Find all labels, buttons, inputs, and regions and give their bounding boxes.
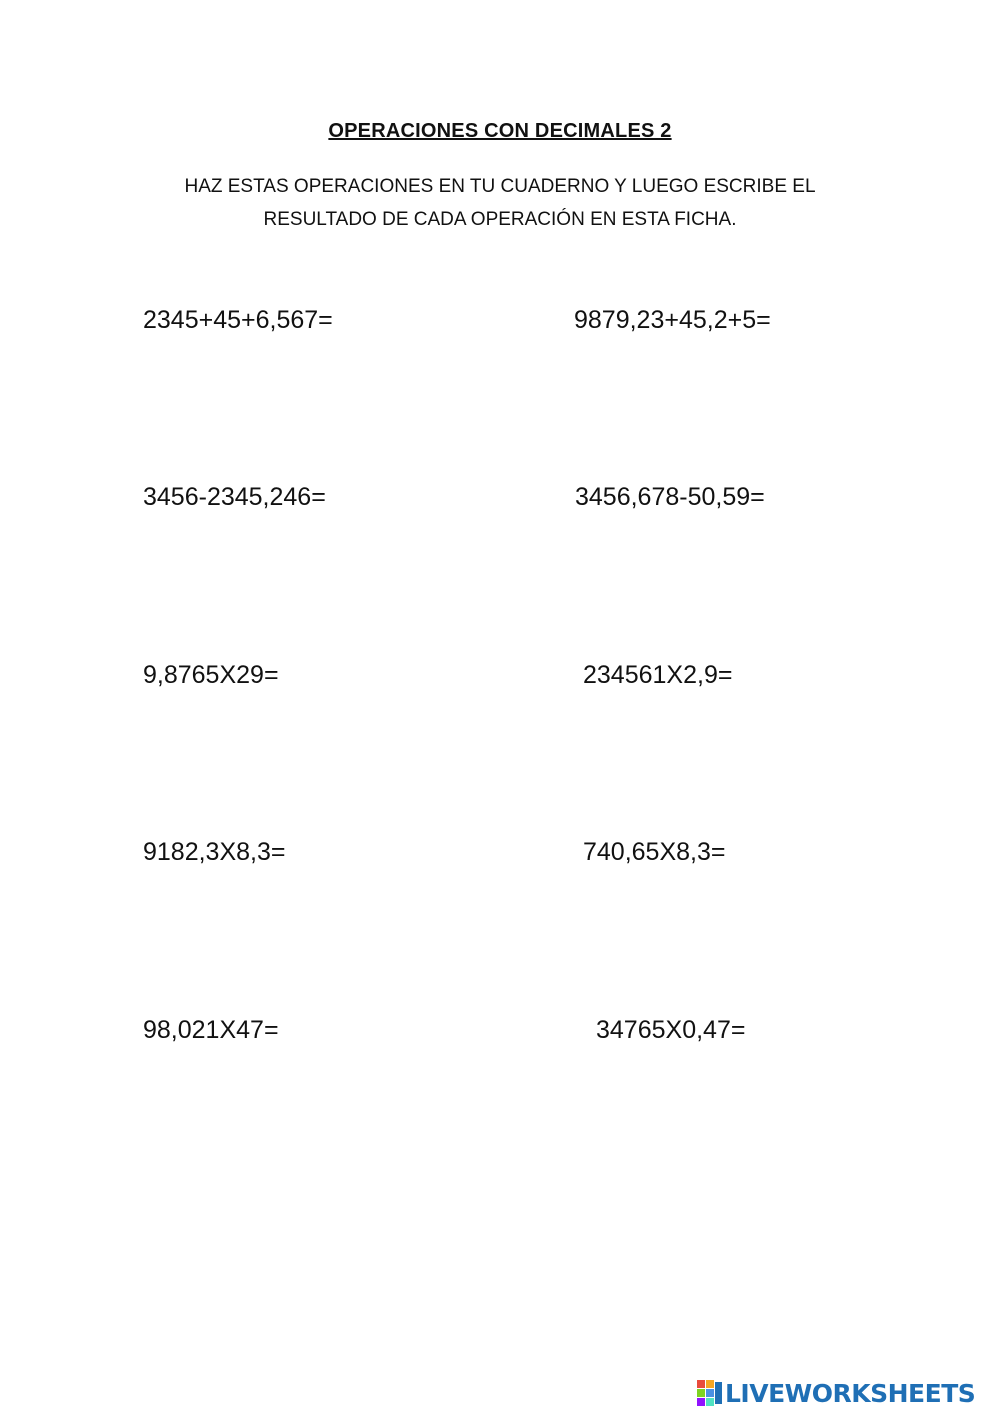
liveworksheets-logo-icon — [697, 1380, 723, 1406]
operation-10: 34765X0,47= — [596, 1016, 746, 1044]
worksheet-title: OPERACIONES CON DECIMALES 2 — [328, 120, 672, 142]
operation-1: 2345+45+6,567= — [143, 306, 333, 334]
operation-2: 9879,23+45,2+5= — [574, 306, 771, 334]
operation-7: 9182,3X8,3= — [143, 838, 286, 866]
operation-5: 9,8765X29= — [143, 661, 279, 689]
instructions-line-2: RESULTADO DE CADA OPERACIÓN EN ESTA FICHA. — [263, 209, 737, 230]
operation-9: 98,021X47= — [143, 1016, 279, 1044]
instructions-line-1: HAZ ESTAS OPERACIONES EN TU CUADERNO Y LUEGO ESCRIBE EL — [184, 176, 816, 197]
operation-3: 3456-2345,246= — [143, 483, 326, 511]
operation-6: 234561X2,9= — [583, 661, 733, 689]
operation-4: 3456,678-50,59= — [575, 483, 765, 511]
liveworksheets-logo-text: LIVEWORKSHEETS — [725, 1378, 976, 1408]
operation-8: 740,65X8,3= — [583, 838, 726, 866]
liveworksheets-logo — [697, 1378, 975, 1408]
instructions — [150, 170, 850, 236]
